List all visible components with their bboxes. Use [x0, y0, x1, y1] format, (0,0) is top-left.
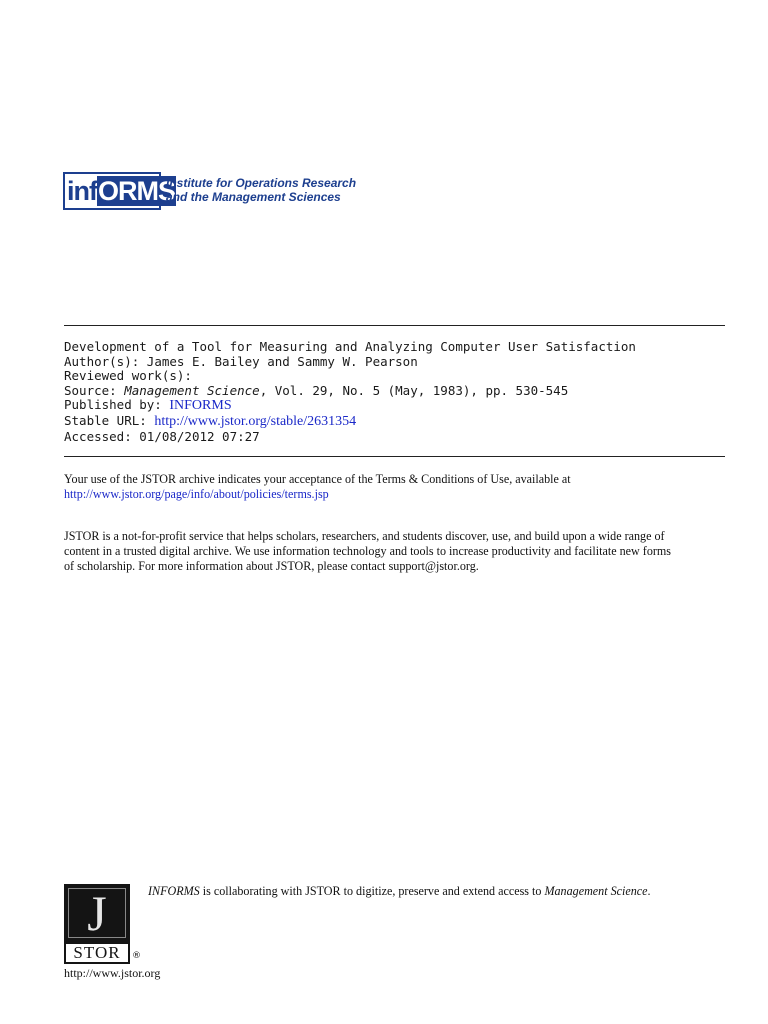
- bottom-divider: [64, 456, 725, 457]
- source-line: Source: Management Science, Vol. 29, No. 5 (May, 1983), pp. 530-545: [64, 382, 569, 398]
- jstor-logo-emblem: [64, 884, 130, 942]
- informs-logo-box: [63, 172, 175, 210]
- about-line-3: of scholarship. For more information about JSTOR, please contact support@jstor.org.: [64, 559, 479, 573]
- informs-logo-word: infORMS: [67, 176, 175, 206]
- terms-text: Your use of the JSTOR archive indicates your acceptance of the Terms & Conditions of Use, available at: [64, 472, 571, 486]
- registered-mark: ®: [132, 951, 141, 961]
- published-by-line: Published by: INFORMS: [64, 397, 232, 414]
- stable-url-link[interactable]: http://www.jstor.org/stable/2631354: [154, 413, 357, 429]
- source-journal: Management Science: [124, 382, 260, 398]
- terms-notice: [64, 472, 734, 502]
- reviewed-works-line: Reviewed work(s):: [64, 368, 192, 384]
- jstor-url: http://www.jstor.org: [64, 966, 161, 980]
- accessed-line: Accessed: 01/08/2012 07:27: [64, 428, 260, 444]
- jstor-about: [64, 529, 734, 574]
- top-divider: [64, 325, 725, 326]
- authors-line: Author(s): James E. Bailey and Sammy W. Pearson: [64, 353, 418, 369]
- terms-link[interactable]: http://www.jstor.org/page/info/about/policies/terms.jsp: [64, 487, 329, 501]
- informs-logo: [63, 172, 363, 212]
- publisher-link[interactable]: INFORMS: [169, 398, 232, 414]
- informs-logo-tagline: Institute for Operations Research and the Management Sciences: [166, 176, 357, 204]
- about-line-2: content in a trusted digital archive. We use information technology and tools to increase productivity and facilitate new forms: [64, 544, 672, 558]
- collaboration-notice: INFORMS is collaborating with JSTOR to digitize, preserve and extend access to Management Science.: [148, 884, 651, 898]
- jstor-logo: [64, 884, 141, 966]
- stable-url-line: Stable URL: http://www.jstor.org/stable/2631354: [64, 412, 357, 429]
- jstor-logo-word: STOR: [64, 942, 130, 964]
- jstor-logo-letter: J: [87, 885, 107, 941]
- article-title: Development of a Tool for Measuring and Analyzing Computer User Satisfaction: [64, 339, 636, 354]
- article-metadata: [64, 340, 725, 444]
- about-line-1: JSTOR is a not-for-profit service that helps scholars, researchers, and students discover, use, and build upon a wide range of: [64, 529, 665, 543]
